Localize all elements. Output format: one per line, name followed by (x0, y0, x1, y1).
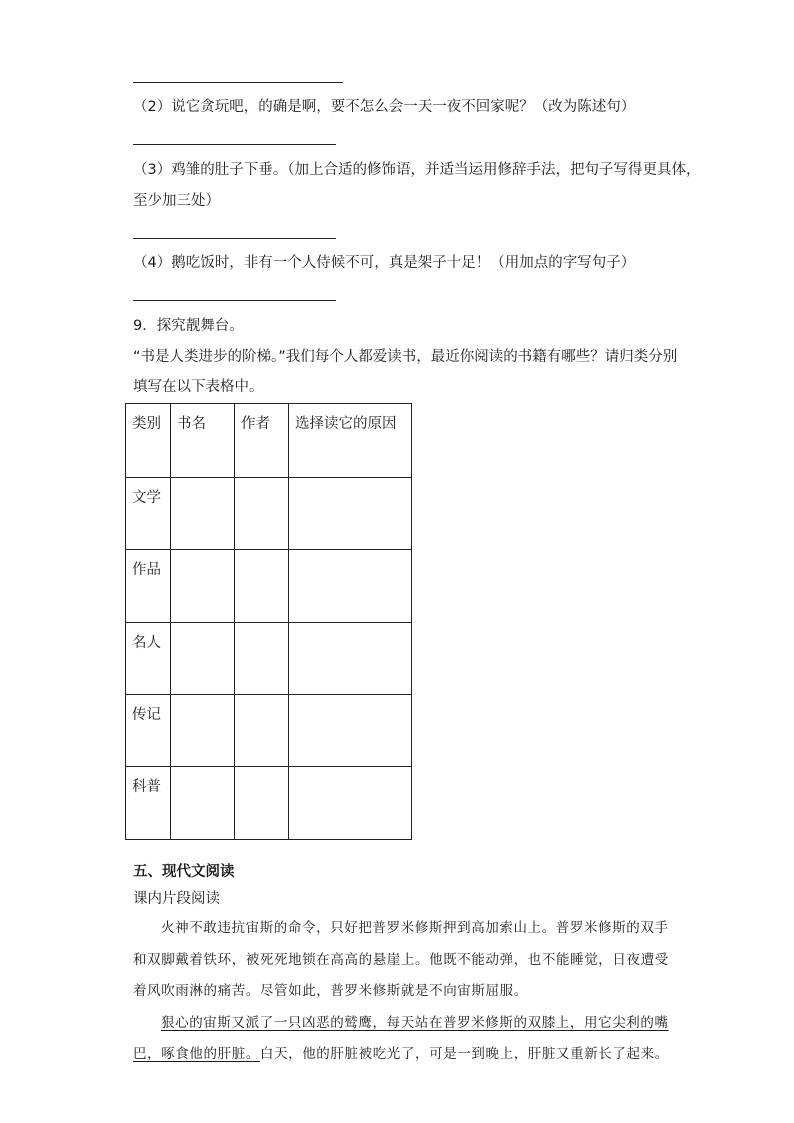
question-2: （2）说它贪玩吧，的确是啊，要不怎么会一天一夜不回家呢？（改为陈述句） (133, 99, 636, 115)
passage-p1-line2: 和双脚戴着铁环，被死死地锁在高高的悬崖上。他既不能动弹，也不能睡觉，日夜遭受 (133, 952, 669, 968)
passage-p2-underlined: 巴，啄食他的肝脏。 (133, 1046, 260, 1062)
question-3-line1: （3）鸡雏的肚子下垂。（加上合适的修饰语，并适当运用修辞手法，把句子写得更具体， (133, 162, 701, 178)
passage-p2-line1: 狠心的宙斯又派了一只凶恶的鹫鹰，每天站在普罗米修斯的双膝上，用它尖利的嘴 (161, 1015, 669, 1031)
answer-line-q4[interactable] (133, 300, 336, 301)
question-9-prompt-line2: 填写在以下表格中。 (133, 379, 264, 395)
table-row (126, 623, 412, 695)
cell-reason[interactable] (289, 623, 412, 695)
passage-p1-line1: 火神不敢违抗宙斯的命令，只好把普罗米修斯押到高加索山上。普罗米修斯的双手 (161, 920, 669, 936)
question-4: （4）鹅吃饭时，非有一个人侍候不可，真是架子十足！（用加点的字写句子） (133, 255, 636, 271)
book-table (125, 403, 412, 840)
table-header-row (126, 404, 412, 478)
row-category: 作品 (126, 550, 171, 623)
table-row (126, 550, 412, 623)
cell-reason[interactable] (289, 767, 412, 840)
answer-line-q1[interactable] (133, 82, 343, 83)
header-title: 书名 (171, 404, 235, 478)
row-category: 传记 (126, 695, 171, 767)
row-category: 名人 (126, 623, 171, 695)
passage-p2-line2 (133, 1044, 669, 1064)
table-row (126, 478, 412, 550)
answer-line-q3[interactable] (133, 238, 336, 239)
row-category: 科普 (126, 767, 171, 840)
row-category: 文学 (126, 478, 171, 550)
cell-reason[interactable] (289, 550, 412, 623)
cell-title[interactable] (171, 623, 235, 695)
passage-p1-line3: 着风吹雨淋的痛苦。尽管如此，普罗米修斯就是不向宙斯屈服。 (133, 983, 528, 999)
cell-title[interactable] (171, 478, 235, 550)
table-row (126, 695, 412, 767)
question-9-title: 9．探究靓舞台。 (133, 318, 244, 334)
section-5-title: 五、现代文阅读 (133, 864, 235, 880)
header-reason: 选择读它的原因 (289, 404, 412, 478)
cell-author[interactable] (235, 623, 289, 695)
question-9-prompt-line1: “书是人类进步的阶梯。”我们每个人都爱读书，最近你阅读的书籍有哪些？请归类分别 (133, 349, 678, 365)
cell-author[interactable] (235, 767, 289, 840)
cell-author[interactable] (235, 550, 289, 623)
question-3-line2: 至少加三处） (133, 193, 220, 209)
answer-line-q2[interactable] (133, 144, 336, 145)
cell-title[interactable] (171, 550, 235, 623)
cell-title[interactable] (171, 767, 235, 840)
cell-reason[interactable] (289, 695, 412, 767)
cell-title[interactable] (171, 695, 235, 767)
cell-author[interactable] (235, 478, 289, 550)
section-5-subtitle: 课内片段阅读 (133, 891, 220, 907)
table-row (126, 767, 412, 840)
header-category: 类别 (126, 404, 171, 478)
cell-author[interactable] (235, 695, 289, 767)
passage-p2-rest: 白天，他的肝脏被吃光了，可是一到晚上，肝脏又重新长了起来。 (259, 1046, 669, 1062)
header-author: 作者 (235, 404, 289, 478)
cell-reason[interactable] (289, 478, 412, 550)
